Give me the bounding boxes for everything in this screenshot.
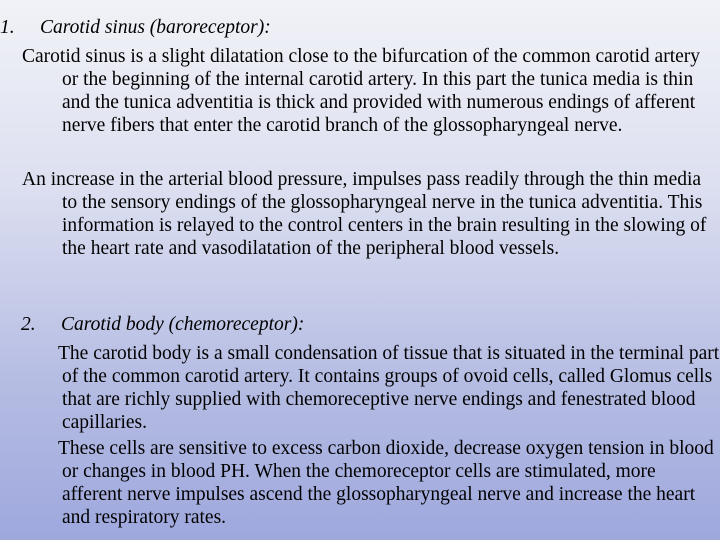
section-2-number: 2. xyxy=(21,314,36,335)
section-2-title: Carotid body (chemoreceptor): xyxy=(61,314,305,335)
section-2-paragraph-2: These cells are sensitive to excess carbon dioxide, decrease oxygen tension in blood or changes in blood PH. When the chemoreceptor cells are stimulated, more afferent nerve impulses ascend the glossopharyngeal nerve and increase the heart and respiratory rates. xyxy=(58,438,714,529)
section-1-paragraph-1: Carotid sinus is a slight dilatation close to the bifurcation of the common carotid artery or the beginning of the internal carotid artery. In this part the tunica media is thin and the tunica adventitia is thick and provided with numerous endings of afferent nerve fibers that enter the carotid branch of the glossopharyngeal nerve. xyxy=(22,46,701,137)
section-2-paragraph-1: The carotid body is a small condensation of tissue that is situated in the terminal part of the common carotid artery. It contains groups of ovoid cells, called Glomus cells that are richly supplied with chemoreceptive nerve endings and fenestrated blood capillaries. xyxy=(58,343,720,434)
section-1-number: 1. xyxy=(0,17,15,38)
section-1-paragraph-2: An increase in the arterial blood pressure, impulses pass readily through the thin media to the sensory endings of the glossopharyngeal nerve in the tunica adventitia. This information is relayed to the control centers in the brain resulting in the slowing of the heart rate and vasodilatation of the peripheral blood vessels. xyxy=(22,169,707,260)
section-1-title: Carotid sinus (baroreceptor): xyxy=(40,17,271,38)
